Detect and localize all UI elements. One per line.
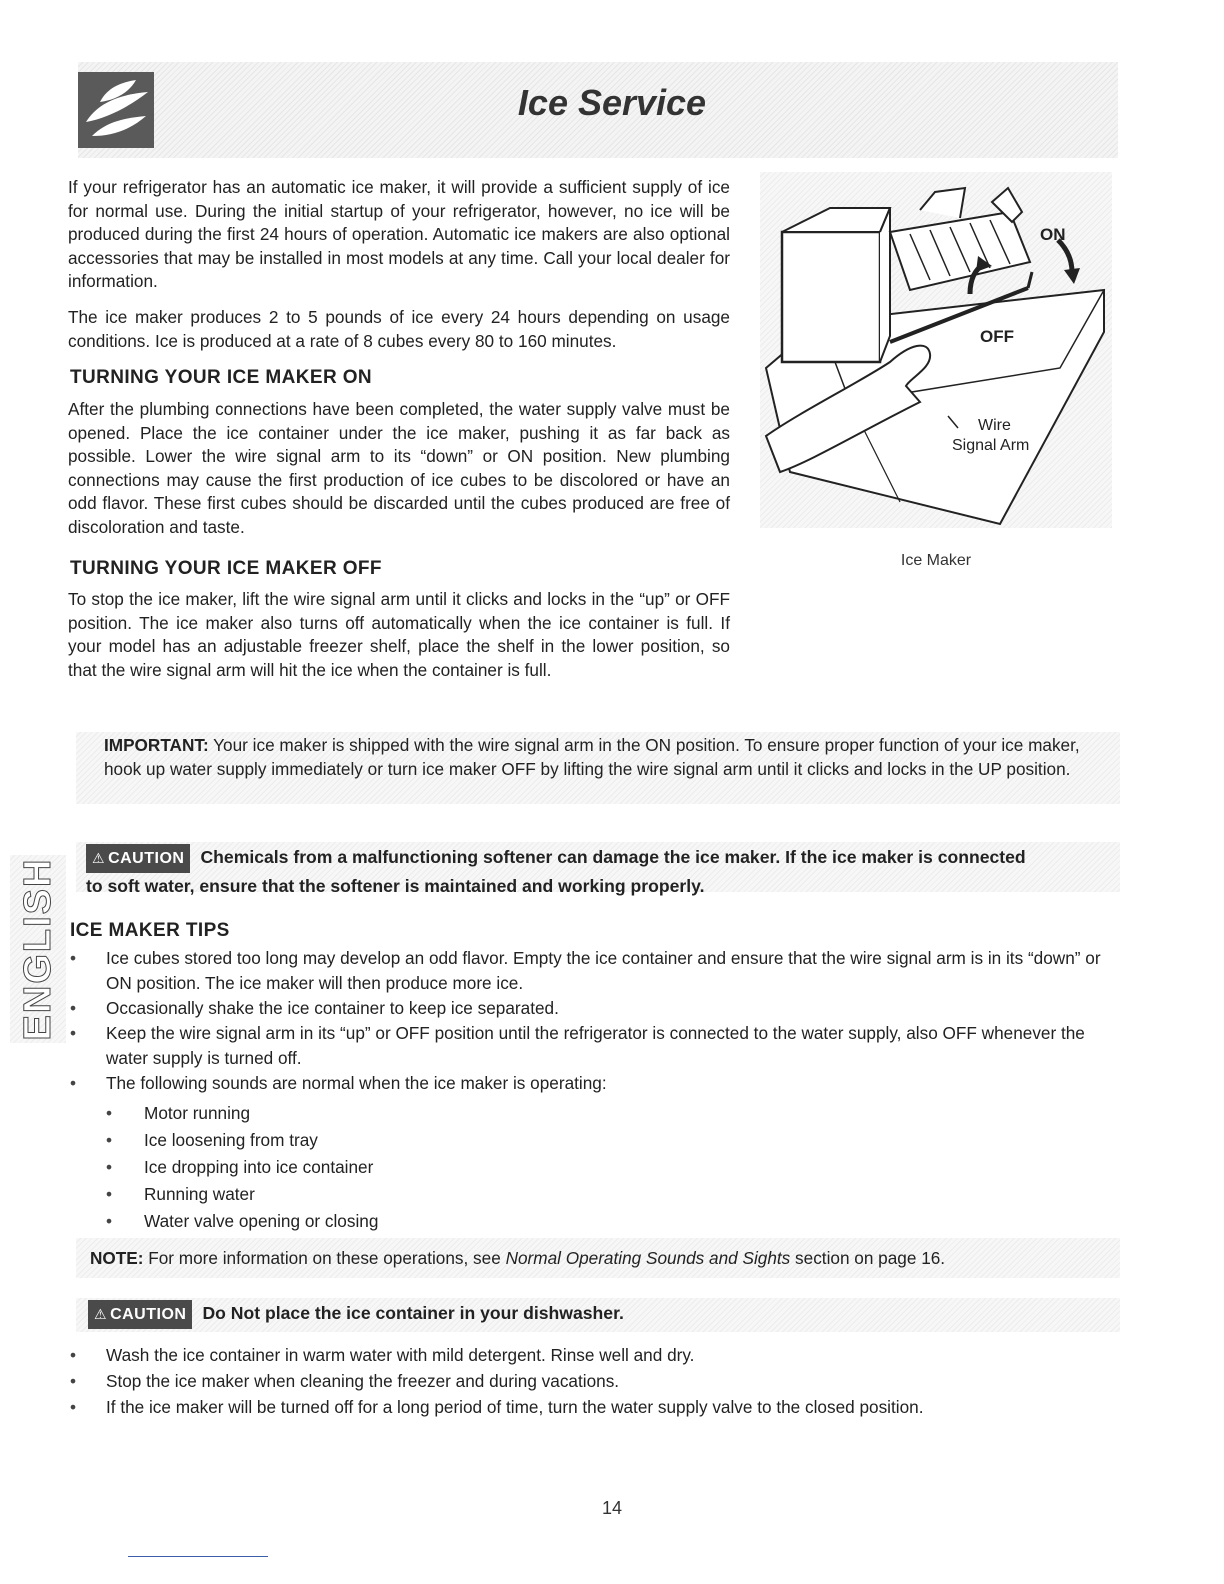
- list-item: • Ice dropping into ice container: [104, 1154, 704, 1181]
- ice-maker-drawing: [760, 172, 1112, 528]
- important-notice: [104, 734, 1104, 781]
- figure-caption: Ice Maker: [900, 552, 972, 569]
- important-body: Your ice maker is shipped with the wire signal arm in the ON position. To ensure proper function of your ice maker, hook up water supply immediately or turn ice maker OFF by lifting the wire signal arm until it clicks and locks in the UP position.: [104, 735, 1080, 779]
- language-tab-label: ENGLISH: [17, 857, 59, 1041]
- label-signal-arm: Signal Arm: [952, 437, 1030, 454]
- ice-maker-illustration: [760, 172, 1112, 528]
- list-item: • Motor running: [104, 1100, 704, 1127]
- note-text: NOTE: For more information on these operations, see Normal Operating Sounds and Sights section on page 16.: [90, 1248, 946, 1268]
- turning-off-paragraph: To stop the ice maker, lift the wire signal arm until it clicks and locks in the “up” or OFF position. The ice maker also turns off automatically when the ice container is full. If your model has an adjustable freezer shelf, place the shelf in the lower position, so that the wire signal arm will hit the ice when the container is full.: [68, 589, 730, 680]
- intro-paragraph: If your refrigerator has an automatic ice maker, it will provide a sufficient supply of ice for normal use. During the initial startup of your refrigerator, however, no ice will be produced during the first 24 hours of operation. Automatic ice makers are also optional accessories that may be installed in most models at any time. Call your local dealer for information.: [68, 177, 730, 292]
- important-label: IMPORTANT:: [104, 735, 209, 755]
- label-on: ON: [1040, 225, 1066, 244]
- note-reference: Normal Operating Sounds and Sights: [505, 1248, 791, 1268]
- caution-badge: ⚠ CAUTION: [88, 1300, 192, 1329]
- caution-notice-softener: [86, 844, 1116, 899]
- footer-rule: [128, 1556, 268, 1557]
- caution-line-2: to soft water, ensure that the softener is maintained and working properly.: [86, 876, 705, 896]
- turning-on-paragraph: After the plumbing connections have been completed, the water supply valve must be opened. Place the ice container under the ice maker, pushing it as far back as possible. Lower the wire signal arm to its “down” or ON position. New plumbing connections may cause the first production of ice cubes to be discolored or have an odd flavor. These first cubes should be discarded until the cubes produced are free of discoloration and taste.: [68, 399, 730, 537]
- list-item: • Water valve opening or closing: [104, 1208, 704, 1235]
- list-item: • Ice cubes stored too long may develop an odd flavor. Empty the ice container and ensure that the wire signal arm is in its “down” or ON position. The ice maker will then produce more ice.: [68, 946, 1118, 996]
- page-number: 14: [601, 1498, 623, 1518]
- heading-turning-on: TURNING YOUR ICE MAKER ON: [70, 367, 373, 388]
- list-item: • The following sounds are normal when the ice maker is operating:: [68, 1071, 1118, 1096]
- heading-ice-maker-tips: ICE MAKER TIPS: [70, 920, 230, 941]
- list-item: • Wash the ice container in warm water with mild detergent. Rinse well and dry.: [68, 1342, 1118, 1368]
- tips-list: [68, 946, 1118, 1096]
- production-paragraph: The ice maker produces 2 to 5 pounds of ice every 24 hours depending on usage conditions. Ice is produced at a rate of 8 cubes every 80 to 160 minutes.: [68, 307, 730, 351]
- list-item: • Keep the wire signal arm in its “up” or OFF position until the refrigerator is connected to the water supply, also OFF whenever the water supply is turned off.: [68, 1021, 1118, 1071]
- list-item: • Running water: [104, 1181, 704, 1208]
- caution-badge: ⚠ CAUTION: [86, 844, 190, 873]
- warning-triangle-icon: ⚠: [92, 850, 106, 866]
- list-item: • Ice loosening from tray: [104, 1127, 704, 1154]
- label-wire: Wire: [978, 417, 1011, 434]
- sounds-list: [104, 1100, 704, 1235]
- list-item: • Stop the ice maker when cleaning the freezer and during vacations.: [68, 1368, 1118, 1394]
- caution-dishwasher-text: Do Not place the ice container in your dishwasher.: [202, 1303, 624, 1323]
- caution-notice-dishwasher: [88, 1300, 624, 1329]
- caution-line-1: Chemicals from a malfunctioning softener can damage the ice maker. If the ice maker is connected: [200, 847, 1026, 867]
- care-list: [68, 1342, 1118, 1420]
- list-item: • If the ice maker will be turned off for a long period of time, turn the water supply valve to the closed position.: [68, 1394, 1118, 1420]
- heading-turning-off: TURNING YOUR ICE MAKER OFF: [70, 558, 382, 579]
- list-item: • Occasionally shake the ice container to keep ice separated.: [68, 996, 1118, 1021]
- note-label: NOTE:: [90, 1248, 144, 1268]
- warning-triangle-icon: ⚠: [94, 1306, 108, 1322]
- label-off: OFF: [980, 327, 1014, 346]
- page-title: Ice Service: [517, 82, 707, 123]
